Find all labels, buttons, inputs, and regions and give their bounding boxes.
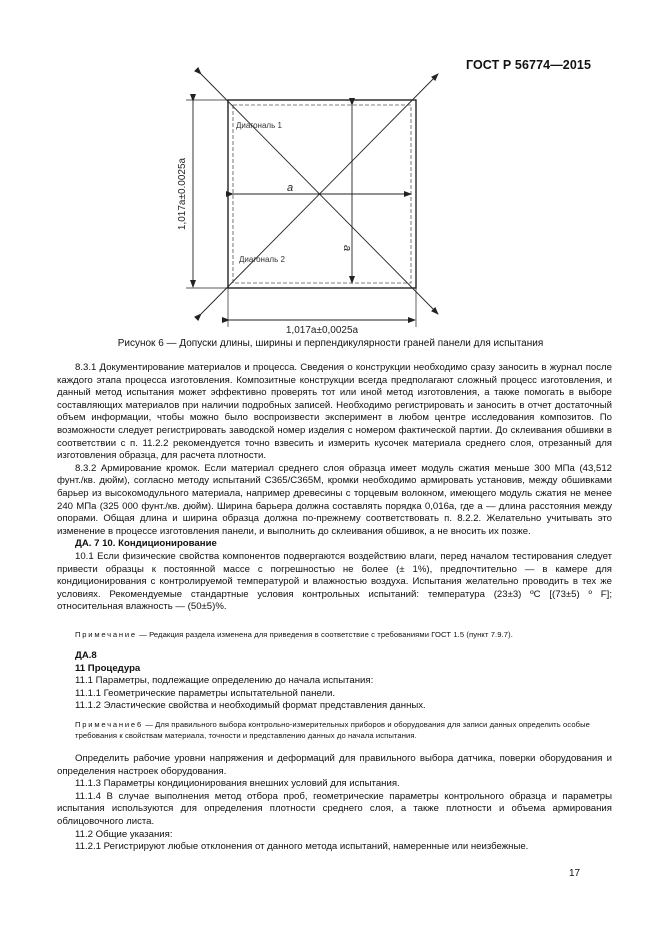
document-header: ГОСТ Р 56774—2015 [465,58,591,72]
item-11-1: 11.1 Параметры, подлежащие определению до начала испытания: [75,675,374,687]
dimension-a-label: a [287,182,294,194]
section-da8 [57,650,612,713]
paragraph-8-3-1: 8.3.1 Документирование материалов и процесса. Сведения о конструкции необходимо сразу заносить в журнал после каждого этапа процесса изготовления. Композитные конструкции всегда предполагают сложный процесс изготовления, и данный метод испытания может эффективно проверять тот или иной метод изготовления, а также помогать в выборе составляющих материалов при наличии подробных записей. Необходимо регистрировать и заносить в отчет достаточный объем информации, чтобы можно было воспроизвести эксперимент в любом центре исследования композитов. По возможности следует регистрировать заводской номер изделия с номером фактической партии. До склеивания обшивки в соответствии с п. 11.2.2 рекомендуется точно взвесить и измерить кусочек материала среднего слоя, отрезанный для изготовления образца, для расчета плотности. [57,362,612,462]
item-11-1-4: 11.1.4 В случае выполнения метод отбора проб, геометрические параметры контрольного образца и параметры испытания используются для определения плотности среднего слоя, а также плотности и объема армирования облицовочного листа. [57,790,612,827]
heading-da7: ДА. 7 10. Кондиционирование [75,538,217,550]
item-11-2-1: 11.2.1 Регистрируют любые отклонения от данного метода испытаний, намеренные или неизбежные. [75,841,529,853]
paragraph-working-levels: Определить рабочие уровни напряжения и деформаций для правильного выбора датчика, поверки оборудования и определения настроек оборудования. [57,753,612,777]
horizontal-dimension-label: 1,017a±0,0025a [285,325,359,336]
item-11-2: 11.2 Общие указания: [75,828,173,840]
figure-caption: Рисунок 6 — Допуски длины, ширины и перпендикулярности граней панели для испытания [117,338,544,349]
section-8-3-10 [57,362,612,614]
dimension-a-vertical-label: a [341,245,353,252]
heading-da8: ДА.8 [75,650,97,661]
note-1-head: Примечание [75,630,137,639]
note-6-text: — Для правильного выбора контрольно-измерительных приборов и оборудования для записи данных определить особые требования к свойствам материала, точности и представлению данных до начала испытания. [75,720,590,740]
item-11-1-3: 11.1.3 Параметры кондиционирования внешних условий для испытания. [75,778,400,790]
note-1-text: — Редакция раздела изменена для приведения в соответствие с требованиями ГОСТ 1.5 (пункт 7.9.7). [136,630,513,639]
heading-procedure: 11 Процедура [75,662,141,674]
section-11-continued [57,753,612,854]
vertical-dimension-label: 1,017a±0.0025a [177,157,188,231]
figure-6-diagram [0,0,661,340]
note-6-head: Примечание6 [75,720,143,729]
item-11-1-2: 11.1.2 Эластические свойства и необходимый формат представления данных. [75,700,426,712]
diagonal-1-label: Диагональ 1 [236,121,282,130]
page-number: 17 [569,868,581,879]
note-1 [75,630,615,641]
paragraph-8-3-2: 8.3.2 Армирование кромок. Если материал среднего слоя образца имеет модуль сжатия меньше 300 МПа (43,512 фунт./кв. дюйм), согласно методу испытаний C365/C365M, кромки необходимо армировать установив, между обшивками барьер из высокомодульного материала, например древесины с торцевым волокном, имеющего модуль сжатия не менее 240 МПа (325 000 фунт./кв. дюйм). Ширина барьера должна составлять порядка 0,016a, где a — длина расстояния между опорами. Общая длина и ширина образца должна по-прежнему соответствовать п. 8.2.2. Желательно учитывать это изменение в процессе изготовления панели, и выполнить до склеивания обшивок, а не вносить их позже. [57,462,612,537]
item-11-1-1: 11.1.1 Геометрические параметры испытательной панели. [75,687,336,699]
note-6 [75,720,615,741]
paragraph-10-1: 10.1 Если физические свойства компонентов подвергаются воздействию влаги, перед началом тестирования следует привести образцы к постоянной массе с погрешностью не более (± 1%), предпочтительно — в камере для кондиционирования с контролируемой температурой и влажностью воздуха. Испытания желательно проводить в тех же условиях. Рекомендуемые стандартные условия контрольных испытаний: температура (23±3) ºС [(73±5) º F]; относительная влажность — (50±5)%. [57,550,612,613]
diagonal-2-label: Диагональ 2 [239,255,285,264]
